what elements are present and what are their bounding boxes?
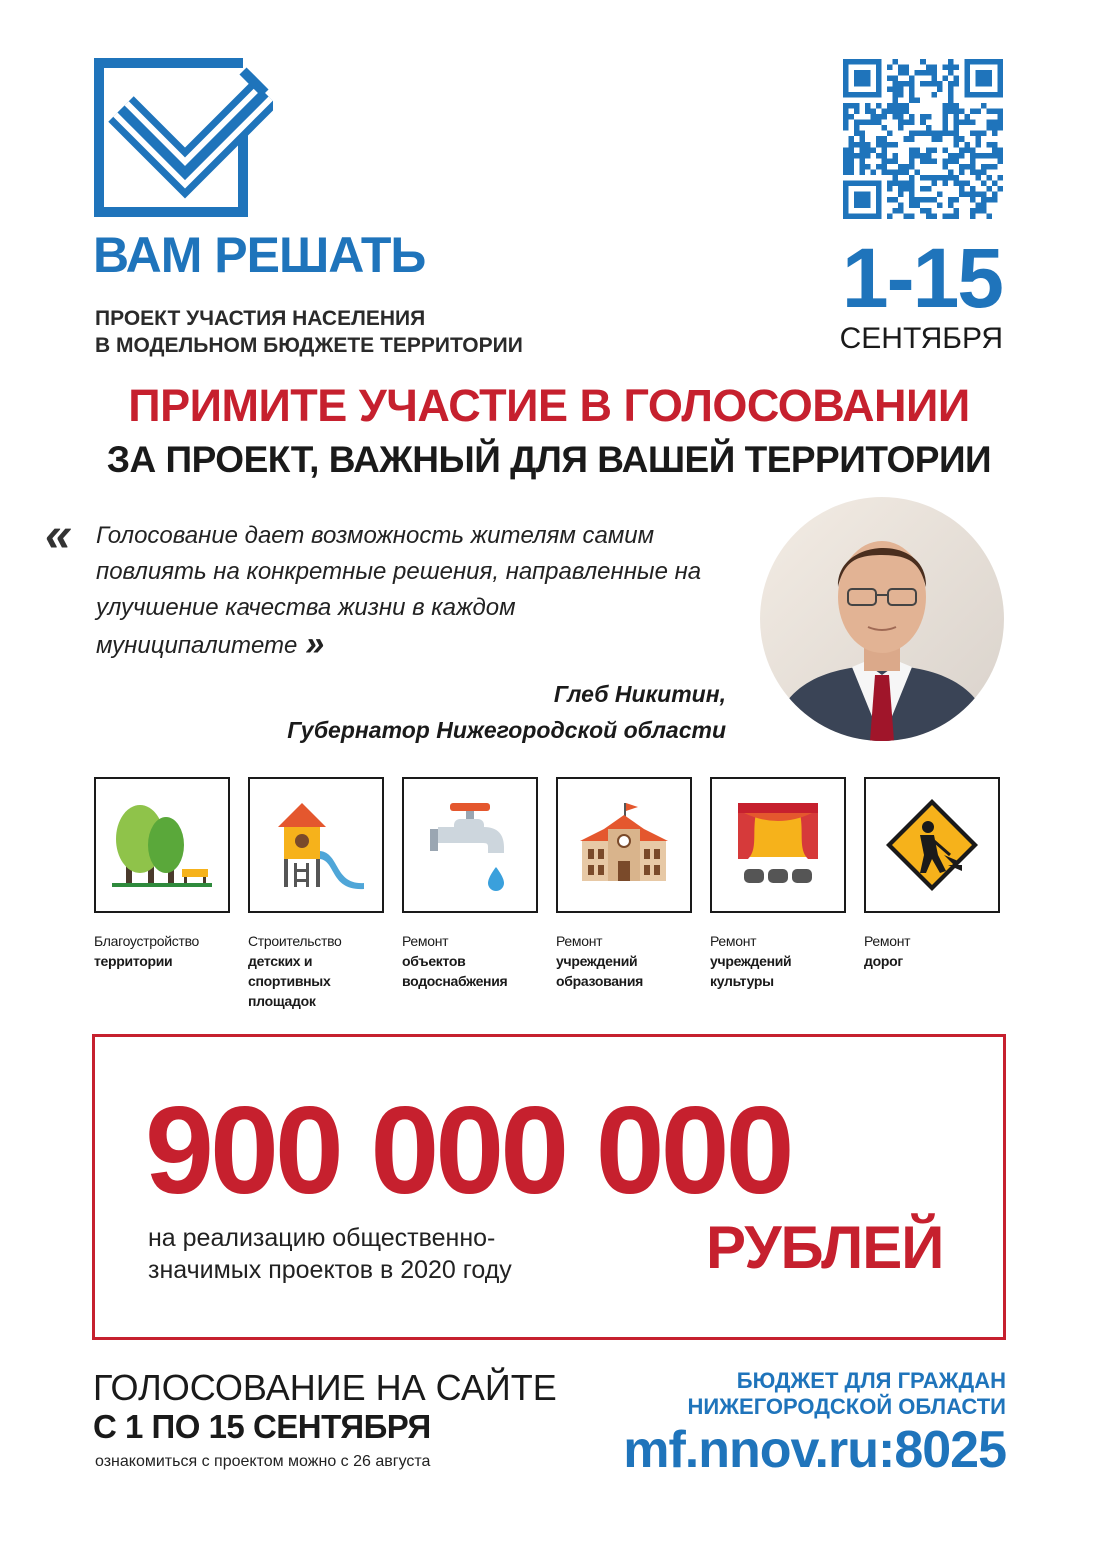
school-icon — [568, 789, 680, 901]
vote-dates: 1-15 — [841, 231, 1002, 325]
quote-author — [287, 676, 726, 748]
category-label: Ремонт учреждений культуры — [710, 933, 792, 989]
category-education — [556, 777, 692, 991]
theater-stage-icon — [722, 789, 834, 901]
category-box — [248, 777, 384, 913]
vote-period: С 1 ПО 15 СЕНТЯБРЯ — [93, 1408, 431, 1445]
category-water — [402, 777, 538, 991]
brand-subtitle-line1: ПРОЕКТ УЧАСТИЯ НАСЕЛЕНИЯ — [95, 307, 426, 330]
quote-open-mark: « — [45, 509, 72, 562]
governor-photo — [760, 497, 1004, 741]
brand-subtitle-line2: В МОДЕЛЬНОМ БЮДЖЕТЕ ТЕРРИТОРИИ — [95, 334, 523, 357]
category-label: Благоустройство территории — [94, 933, 200, 969]
brand-subtitle — [95, 305, 523, 359]
quote-text: Голосование дает возможность жителям самим повлиять на конкретные решения, направленные на улучшение качества жизни в каждом муниципалитете — [96, 522, 702, 659]
budget-description-line2: значимых проектов в 2020 году — [148, 1256, 512, 1284]
headline-sub: ЗА ПРОЕКТ, ВАЖНЫЙ ДЛЯ ВАШЕЙ ТЕРРИТОРИИ — [106, 439, 992, 480]
voting-site-link[interactable]: mf.nnov.ru:8025 — [623, 1421, 1006, 1479]
category-roads — [864, 777, 1000, 971]
category-box — [94, 777, 230, 913]
trees-icon — [106, 789, 218, 901]
category-box — [556, 777, 692, 913]
governor-quote — [96, 518, 746, 664]
budget-currency: РУБЛЕЙ — [706, 1214, 944, 1281]
qr-code-icon[interactable] — [843, 59, 1003, 219]
budget-amount: 900 000 000 — [145, 1082, 791, 1220]
road-work-sign-icon — [876, 789, 988, 901]
playground-icon — [260, 789, 372, 901]
budget-for-citizens — [687, 1368, 1006, 1420]
author-name: Глеб Никитин, — [553, 681, 726, 707]
category-label: Строительство детских и спортивных площадок — [248, 933, 342, 1009]
project-preview-note: ознакомиться с проектом можно с 26 августа — [95, 1453, 431, 1470]
category-playgrounds — [248, 777, 384, 1011]
headline-main: ПРИМИТЕ УЧАСТИЕ В ГОЛОСОВАНИИ — [128, 380, 970, 431]
vote-month: СЕНТЯБРЯ — [839, 322, 1003, 355]
category-box — [710, 777, 846, 913]
quote-close-mark: » — [305, 625, 325, 663]
category-label: Ремонт дорог — [864, 933, 911, 969]
category-label: Ремонт объектов водоснабжения — [402, 933, 508, 989]
category-box — [402, 777, 538, 913]
budget-for-citizens-line2: НИЖЕГОРОДСКОЙ ОБЛАСТИ — [687, 1394, 1006, 1419]
budget-description-line1: на реализацию общественно- — [148, 1224, 496, 1252]
brand-title: ВАМ РЕШАТЬ — [93, 227, 426, 283]
vote-online-label: ГОЛОСОВАНИЕ НА САЙТЕ — [93, 1367, 557, 1408]
budget-for-citizens-line1: БЮДЖЕТ ДЛЯ ГРАЖДАН — [736, 1368, 1006, 1393]
vam-reshat-logo-icon — [93, 57, 273, 217]
category-label: Ремонт учреждений образования — [556, 933, 644, 989]
category-landscaping — [94, 777, 230, 971]
author-title: Губернатор Нижегородской области — [287, 717, 726, 743]
water-tap-icon — [414, 789, 526, 901]
category-box — [864, 777, 1000, 913]
budget-description — [148, 1222, 512, 1286]
category-culture — [710, 777, 846, 991]
